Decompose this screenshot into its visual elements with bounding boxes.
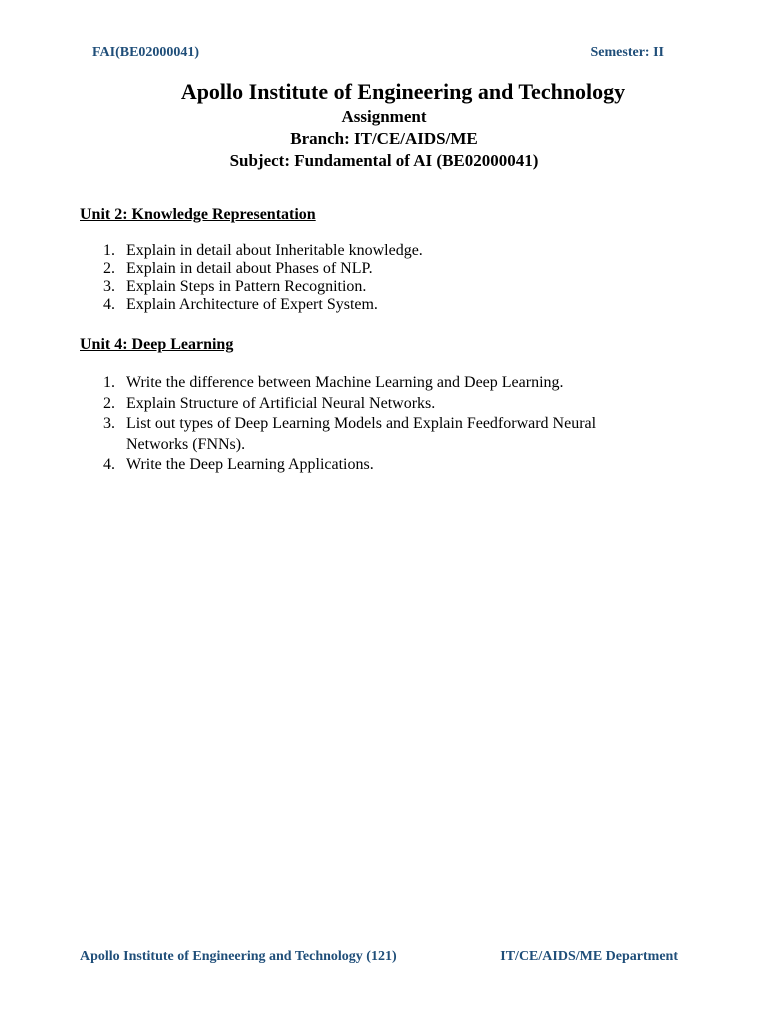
list-item xyxy=(80,278,640,296)
list-item-text: Explain in detail about Phases of NLP. xyxy=(126,260,373,277)
list-item xyxy=(80,394,640,415)
list-item xyxy=(80,373,640,394)
list-item xyxy=(80,414,640,455)
page-footer-right: IT/CE/AIDS/ME Department xyxy=(500,949,678,964)
subject-line: Subject: Fundamental of AI (BE02000041) xyxy=(229,151,539,170)
list-item xyxy=(80,455,640,476)
unit-4-heading: Unit 4: Deep Learning xyxy=(80,336,234,353)
institute-title: Apollo Institute of Engineering and Technology xyxy=(180,79,626,104)
list-item-number: 2. xyxy=(103,394,115,412)
list-item-number: 4. xyxy=(103,456,115,473)
unit-2-question-list xyxy=(80,242,640,314)
list-item xyxy=(80,260,640,278)
page-footer-left: Apollo Institute of Engineering and Technology (121) xyxy=(80,949,397,964)
branch-line: Branch: IT/CE/AIDS/ME xyxy=(290,129,478,148)
document-type: Assignment xyxy=(341,107,427,126)
list-item xyxy=(80,242,640,260)
list-item-text: Write the difference between Machine Learning and Deep Learning. xyxy=(126,374,564,391)
title-block xyxy=(0,78,768,172)
list-item-number: 1. xyxy=(103,374,115,391)
list-item xyxy=(80,296,640,314)
page-header-left: FAI(BE02000041) xyxy=(92,45,200,60)
list-item-number: 1. xyxy=(103,242,115,259)
page-header-right: Semester: II xyxy=(590,45,664,60)
list-item-text: Explain Structure of Artificial Neural Networks. xyxy=(126,394,436,412)
list-item-text: List out types of Deep Learning Models and Explain Feedforward Neural Networks (FNNs). xyxy=(126,415,597,453)
list-item-number: 3. xyxy=(103,415,115,432)
list-item-number: 2. xyxy=(103,260,115,277)
unit-2-heading: Unit 2: Knowledge Representation xyxy=(80,206,316,223)
list-item-text: Explain in detail about Inheritable knowledge. xyxy=(126,242,423,259)
list-item-text: Write the Deep Learning Applications. xyxy=(126,456,374,473)
list-item-number: 4. xyxy=(103,296,115,313)
list-item-number: 3. xyxy=(103,278,115,295)
list-item-text: Explain Steps in Pattern Recognition. xyxy=(126,278,367,295)
list-item-text: Explain Architecture of Expert System. xyxy=(126,296,378,313)
unit-4-question-list xyxy=(80,373,640,476)
